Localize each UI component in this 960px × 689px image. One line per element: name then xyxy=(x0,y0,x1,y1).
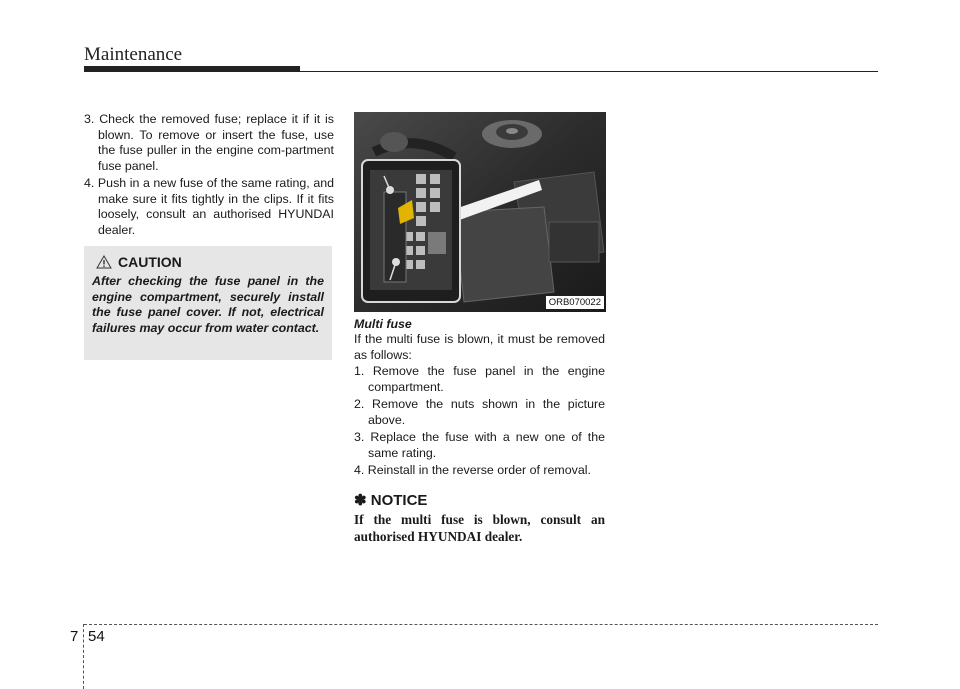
header-bar xyxy=(84,66,300,72)
multi-fuse-intro: If the multi fuse is blown, it must be removed as follows: xyxy=(354,332,605,362)
caution-box xyxy=(84,246,332,360)
step-4: 4. Push in a new fuse of the same rating, and make sure it fits tightly in the clips. If it fits loosely, consult an authorised HYUNDAI dealer. xyxy=(84,176,334,237)
multi-step-2: 2. Remove the nuts shown in the picture above. xyxy=(354,397,605,427)
multi-step-3: 3. Replace the fuse with a new one of the same rating. xyxy=(354,430,605,460)
header-rule xyxy=(300,71,878,72)
page-header-title: Maintenance xyxy=(84,44,183,65)
multi-step-1: 1. Remove the fuse panel in the engine compartment. xyxy=(354,364,605,394)
notice-text: If the multi fuse is blown, consult an authorised HYUNDAI dealer. xyxy=(354,511,605,544)
caution-text: After checking the fuse panel in the engine compartment, securely install the fuse panel cover. If not, electrical failures may occur from water contact. xyxy=(92,274,324,335)
figure-code: ORB070022 xyxy=(546,296,604,309)
footer-rule xyxy=(84,624,878,625)
right-column xyxy=(354,316,605,545)
caution-header xyxy=(96,254,324,270)
left-column xyxy=(84,112,334,240)
section-number: 7 xyxy=(70,628,79,645)
fuse-replacement-steps xyxy=(84,112,334,238)
notice-title: ✽ NOTICE xyxy=(354,491,428,509)
multi-fuse-steps xyxy=(354,364,605,479)
warning-triangle-icon xyxy=(96,255,112,269)
multi-step-4: 4. Reinstall in the reverse order of removal. xyxy=(354,463,591,477)
page-number: 54 xyxy=(88,628,105,645)
multi-fuse-heading: Multi fuse xyxy=(354,317,412,331)
engine-compartment-illustration xyxy=(354,112,606,312)
caution-title: CAUTION xyxy=(118,254,182,270)
footer-separator xyxy=(83,624,84,689)
step-3: 3. Check the removed fuse; replace it if it is blown. To remove or insert the fuse, use the fuse puller in the engine com-partment fuse panel. xyxy=(84,112,334,173)
engine-fuse-panel-photo xyxy=(354,112,606,312)
